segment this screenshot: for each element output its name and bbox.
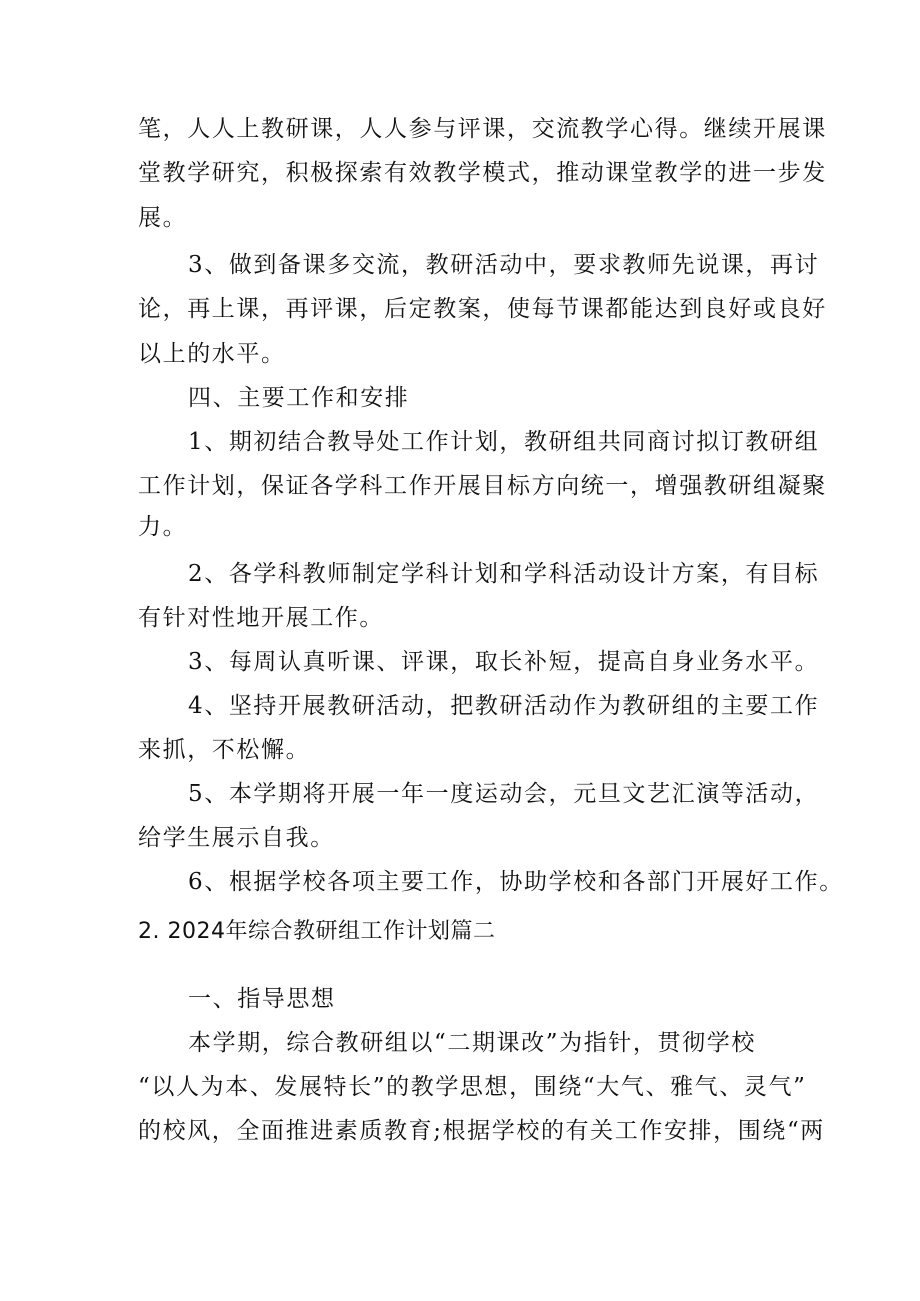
text-line: 论，再上课，再评课，后定教案，使每节课都能达到良好或良好 xyxy=(138,296,827,322)
paragraph-item-1: 1、期初结合教导处工作计划，教研组共同商讨拟订教研组 xyxy=(188,429,820,455)
section-heading: 一、指导思想 xyxy=(188,986,336,1012)
text-line: 力。 xyxy=(138,514,188,540)
text-line: “以人为本、发展特长”的教学思想，围绕“大气、雅气、灵气” xyxy=(138,1074,807,1100)
paragraph-start: 本学期，综合教研组以“二期课改”为指针，贯彻学校 xyxy=(188,1030,756,1056)
paragraph-item-2: 2、各学科教师制定学科计划和学科活动设计方案，有目标 xyxy=(188,561,820,587)
text-line: 给学生展示自我。 xyxy=(138,825,335,851)
text-line: 来抓，不松懈。 xyxy=(138,737,311,763)
article-heading: 2. 2024年综合教研组工作计划篇二 xyxy=(138,919,496,944)
text-line: 以上的水平。 xyxy=(138,341,286,367)
text-line: 的校风，全面推进素质教育;根据学校的有关工作安排，围绕“两 xyxy=(138,1118,825,1144)
paragraph-item-4: 4、坚持开展教研活动，把教研活动作为教研组的主要工作 xyxy=(188,693,820,719)
text-line: 工作计划，保证各学科工作开展目标方向统一，增强教研组凝聚 xyxy=(138,473,827,499)
paragraph-item-3: 3、做到备课多交流，教研活动中，要求教师先说课，再讨 xyxy=(188,252,820,278)
text-line: 有针对性地开展工作。 xyxy=(138,605,384,631)
paragraph-item-5: 5、本学期将开展一年一度运动会，元旦文艺汇演等活动， xyxy=(188,781,820,807)
text-line: 堂教学研究，积极探索有效教学模式，推动课堂教学的进一步发 xyxy=(138,160,827,186)
text-line: 展。 xyxy=(138,205,188,231)
paragraph-item-6: 6、根据学校各项主要工作，协助学校和各部门开展好工作。 xyxy=(188,869,844,895)
text-line: 笔，人人上教研课，人人参与评课，交流教学心得。继续开展课 xyxy=(138,116,827,142)
paragraph-item-3: 3、每周认真听课、评课，取长补短，提高自身业务水平。 xyxy=(188,649,820,675)
section-heading: 四、主要工作和安排 xyxy=(188,385,410,411)
